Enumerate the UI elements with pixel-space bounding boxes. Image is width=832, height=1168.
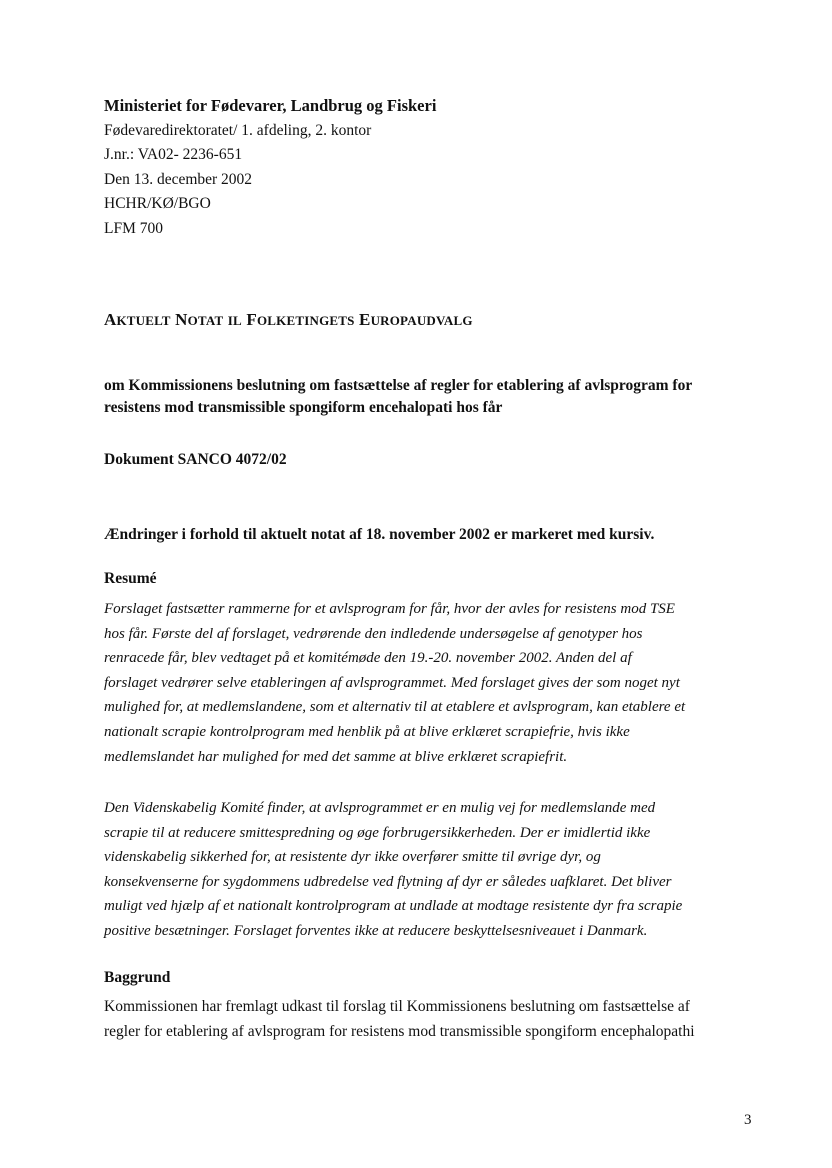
paragraph-line: mulighed for, at medlemslandene, som et alternativ til at etablere et avlsprogram, kan etablere et bbox=[104, 699, 686, 716]
title-letter: N bbox=[175, 310, 188, 329]
section-heading-baggrund: Baggrund bbox=[104, 969, 171, 986]
paragraph-line: regler for etablering af avlsprogram for resistens mod transmissible spongiform encephalopathi bbox=[104, 1022, 695, 1040]
paragraph-line: konsekvenserne for sygdommens udbredelse ved flytning af dyr er således uafklaret. Det bliver bbox=[104, 873, 672, 890]
section-heading-resume: Resumé bbox=[104, 570, 157, 587]
letterhead bbox=[104, 94, 436, 242]
ministry-name: Ministeriet for Fødevarer, Landbrug og Fiskeri bbox=[104, 96, 437, 115]
subject-text: resistens mod transmissible spongiform encehalopati hos får bbox=[104, 399, 503, 416]
subject-text: om Kommissionens beslutning om fastsættelse af regler for etablering af avlsprogram for bbox=[104, 377, 693, 394]
journal-number: J.nr.: VA02- 2236-651 bbox=[104, 146, 243, 164]
title-letter: E bbox=[359, 310, 371, 329]
resume-paragraph-1 bbox=[104, 597, 764, 769]
title-letter: A bbox=[104, 310, 117, 329]
title-word: KTUELT bbox=[116, 313, 171, 328]
baggrund-paragraph bbox=[104, 995, 764, 1044]
paragraph-line: forslaget vedrører selve etableringen af avlsprogrammet. Med forslaget gives der som noget nyt bbox=[104, 674, 680, 691]
resume-paragraph-2 bbox=[104, 796, 764, 944]
paragraph-line: medlemslandet har mulighed for med det samme at blive erklæret scrapiefrit. bbox=[104, 748, 568, 765]
paragraph-line: renracede får, blev vedtaget på et komitémøde den 19.-20. november 2002. Anden del af bbox=[104, 650, 632, 667]
paragraph-line: positive besætninger. Forslaget forventes ikke at reducere beskyttelsesniveauet i Danmark. bbox=[104, 922, 648, 939]
paragraph-line: scrapie til at reducere smittespredning og øge forbrugersikkerheden. Der er imidlertid ikke bbox=[104, 824, 651, 841]
paragraph-line: hos får. Første del af forslaget, vedrørende den indledende undersøgelse af genotyper hos bbox=[104, 625, 643, 642]
paragraph-line: Kommissionen har fremlagt udkast til forslag til Kommissionens beslutning om fastsættelse af bbox=[104, 998, 690, 1015]
document-title bbox=[104, 310, 473, 330]
title-word: IL bbox=[227, 313, 242, 328]
subject-line bbox=[104, 375, 754, 419]
initials: HCHR/KØ/BGO bbox=[104, 195, 211, 213]
title-word: UROPAUDVALG bbox=[370, 313, 473, 328]
document-date: Den 13. december 2002 bbox=[104, 170, 253, 188]
title-word: OLKETINGETS bbox=[256, 313, 355, 328]
title-word: OTAT bbox=[187, 313, 224, 328]
department: Fødevaredirektoratet/ 1. afdeling, 2. kontor bbox=[104, 121, 372, 139]
paragraph-line: videnskabelig sikkerhed for, at resistente dyr ikke overfører smitte til øvrige dyr, og bbox=[104, 849, 601, 866]
reference-code: LFM 700 bbox=[104, 219, 163, 237]
changes-note: Ændringer i forhold til aktuelt notat af 18. november 2002 er markeret med kursiv. bbox=[104, 526, 655, 543]
paragraph-line: muligt ved hjælp af et nationalt kontrolprogram at undlade at modtage resistente dyr fra scrapie bbox=[104, 898, 683, 915]
title-letter: F bbox=[246, 310, 257, 329]
paragraph-line: Forslaget fastsætter rammerne for et avlsprogram for får, hvor der avles for resistens mod TSE bbox=[104, 601, 675, 617]
document-reference: Dokument SANCO 4072/02 bbox=[104, 451, 287, 468]
paragraph-line: nationalt scrapie kontrolprogram med henblik på at blive erklæret scrapiefrie, hvis ikke bbox=[104, 723, 630, 740]
paragraph-line: Den Videnskabelig Komité finder, at avlsprogrammet er en mulig vej for medlemslande med bbox=[104, 800, 656, 816]
page-number: 3 bbox=[744, 1112, 752, 1128]
